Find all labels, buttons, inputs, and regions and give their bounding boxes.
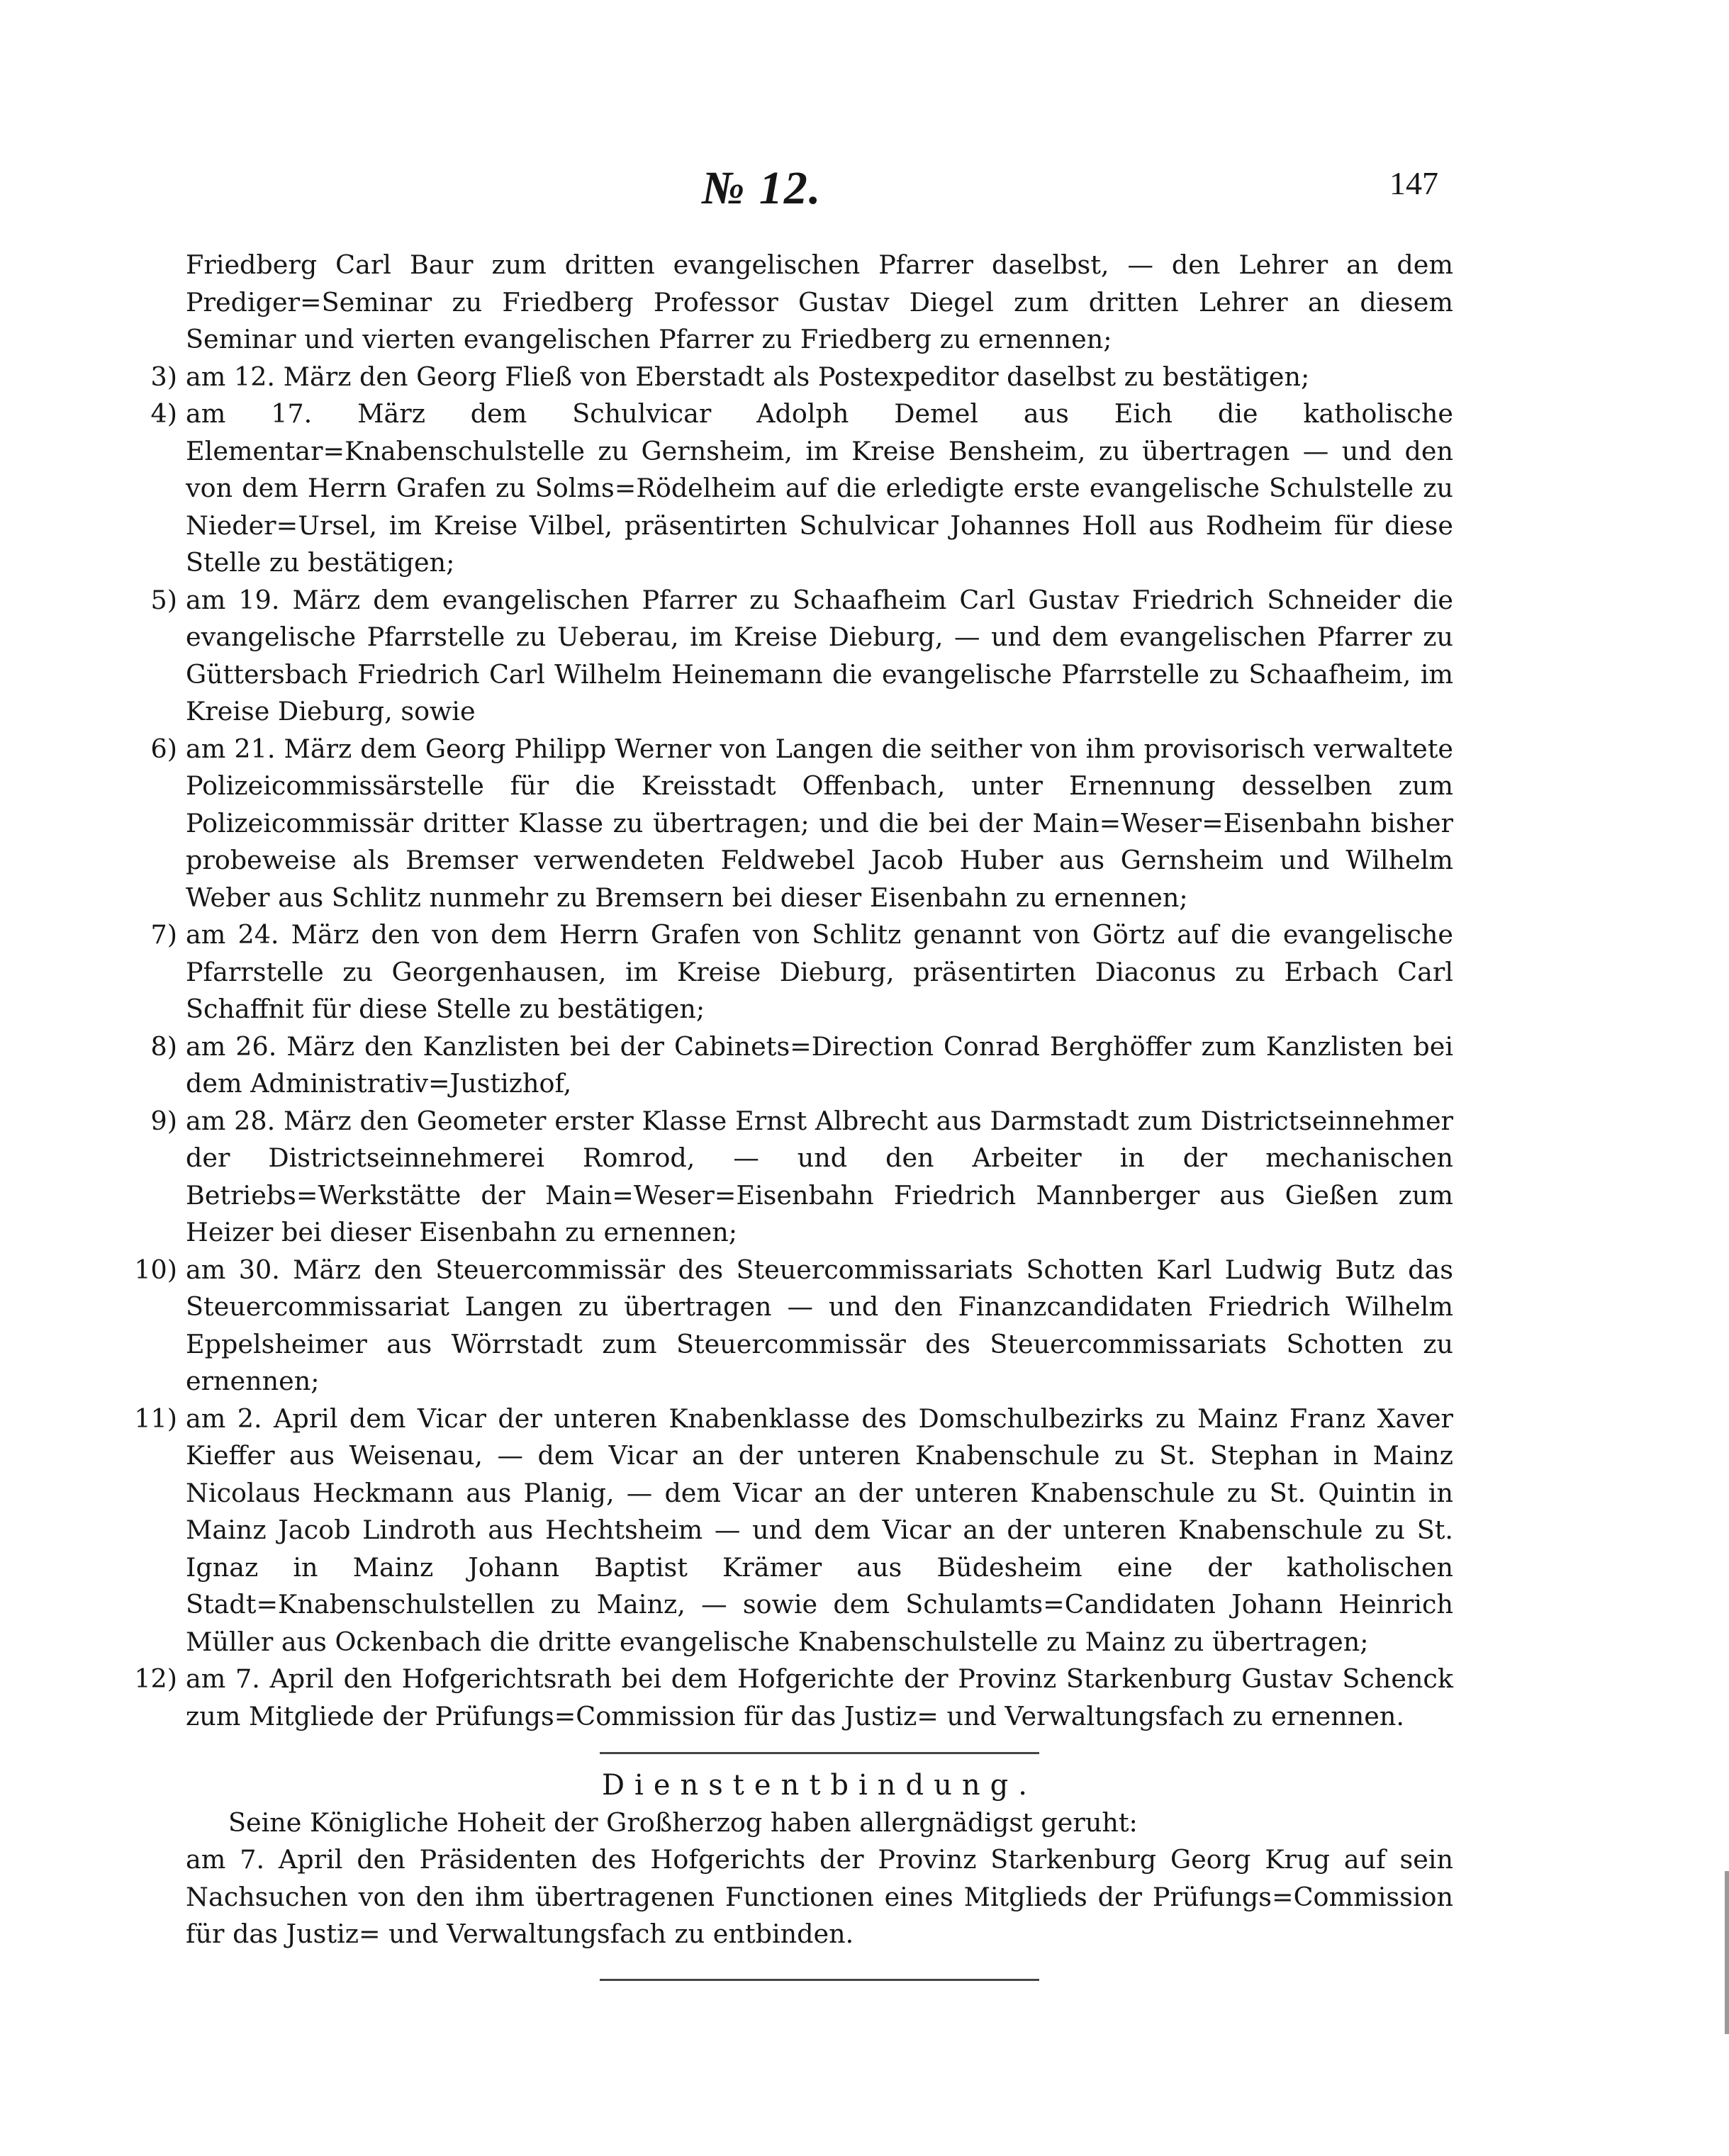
- list-item: [150, 395, 1453, 582]
- list-item-number: 3): [150, 361, 177, 392]
- list-item-text: am 2. April dem Vicar der unteren Knabenklasse des Domschulbezirks zu Mainz Franz Xaver Kieffer aus Weisenau, — dem Vicar an der unteren Knabenschule zu St. Stephan in Mainz Nicolaus Heckmann aus Planig, — dem Vicar an der unteren Knabenschule zu St. Quintin in Mainz Jacob Lindroth aus Hechtsheim — und dem Vicar an der unteren Knabenschule zu St. Ignaz in Mainz Johann Baptist Krämer aus Büdesheim eine der katholischen Stadt=Knabenschulstellen zu Mainz, — sowie dem Schulamts=Candidaten Johann Heinrich Müller aus Ockenbach die dritte evangelische Knabenschulstelle zu Mainz zu übertragen;: [186, 1403, 1453, 1657]
- section-text: am 7. April den Präsidenten des Hofgerichts der Provinz Starkenburg Georg Krug auf sein Nachsuchen von den ihm übertragenen Functionen eines Mitglieds der Prüfungs=Commission für das Justiz= und Verwaltungsfach zu entbinden.: [186, 1844, 1453, 1949]
- list-item: [134, 1400, 1453, 1661]
- list-item-number: 7): [150, 919, 177, 950]
- list-item: [150, 916, 1453, 1028]
- list-item: [150, 1028, 1453, 1103]
- list-item: [150, 1103, 1453, 1252]
- list-item-text: am 28. März den Geometer erster Klasse Ernst Albrecht aus Darmstadt zum Districtseinnehmer der Districtseinnehmerei Romrod, — und den Arbeiter in der mechanischen Betriebs=Werkstätte der Main=Weser=Eisenbahn Friedrich Mannberger aus Gießen zum Heizer bei dieser Eisenbahn zu ernennen;: [186, 1105, 1453, 1247]
- list-item-text: am 19. März dem evangelischen Pfarrer zu Schaafheim Carl Gustav Friedrich Schneider die evangelische Pfarrstelle zu Ueberau, im Kreise Dieburg, — und dem evangelischen Pfarrer zu Güttersbach Friedrich Carl Wilhelm Heinemann die evangelische Pfarrstelle zu Schaafheim, im Kreise Dieburg, sowie: [186, 584, 1453, 726]
- list-item-number: 9): [150, 1105, 177, 1136]
- list-item-text: am 12. März den Georg Fließ von Eberstadt als Postexpeditor daselbst zu bestätigen;: [186, 361, 1310, 392]
- list-item-text: am 30. März den Steuercommissär des Steuercommissariats Schotten Karl Ludwig Butz das Steuercommissariat Langen zu übertragen — und den Finanzcandidaten Friedrich Wilhelm Eppelsheimer aus Wörrstadt zum Steuercommissär des Steuercommissariats Schotten zu ernennen;: [186, 1254, 1453, 1396]
- list-item: [150, 731, 1453, 917]
- list-item-number: 5): [150, 584, 177, 615]
- list-item-number: 10): [134, 1254, 177, 1285]
- list-item-number: 8): [150, 1031, 177, 1062]
- list-item-text: am 24. März den von dem Herrn Grafen von Schlitz genannt von Görtz auf die evangelische Pfarrstelle zu Georgenhausen, im Kreise Dieburg, präsentirten Diaconus zu Erbach Carl Schaffnit für diese Stelle zu bestätigen;: [186, 919, 1453, 1024]
- section-divider: [600, 1752, 1039, 1754]
- section-title: Dienstentbindung.: [601, 1769, 1037, 1802]
- continuation-paragraph: Friedberg Carl Baur zum dritten evangelischen Pfarrer daselbst, — den Lehrer an dem Prediger=Seminar zu Friedberg Professor Gustav Diegel zum dritten Lehrer an diesem Seminar und vierten evangelischen Pfarrer zu Friedberg zu ernennen;: [186, 249, 1453, 354]
- list-item-number: 11): [134, 1403, 177, 1434]
- list-item-number: 4): [150, 398, 177, 429]
- list-item-text: am 21. März dem Georg Philipp Werner von Langen die seither von ihm provisorisch verwaltete Polizeicommissärstelle für die Kreisstadt Offenbach, unter Ernennung desselben zum Polizeicommissär dritter Klasse zu übertragen; und die bei der Main=Weser=Eisenbahn bisher probeweise als Bremser verwendeten Feldwebel Jacob Huber aus Gernsheim und Wilhelm Weber aus Schlitz nunmehr zu Bremsern bei dieser Eisenbahn zu ernennen;: [186, 733, 1453, 913]
- list-item-number: 6): [150, 733, 177, 764]
- list-item-text: am 26. März den Kanzlisten bei der Cabinets=Direction Conrad Berghöffer zum Kanzlisten bei dem Administrativ=Justizhof,: [186, 1031, 1453, 1099]
- closing-divider: [600, 1979, 1039, 1981]
- page-number: 147: [1389, 165, 1438, 201]
- list-item-text: am 7. April den Hofgerichtsrath bei dem Hofgerichte der Provinz Starkenburg Gustav Schenck zum Mitgliede der Prüfungs=Commission für das Justiz= und Verwaltungsfach zu ernennen.: [186, 1663, 1453, 1731]
- list-item-text: am 17. März dem Schulvicar Adolph Demel aus Eich die katholische Elementar=Knabenschulstelle zu Gernsheim, im Kreise Bensheim, zu übertragen — und den von dem Herrn Grafen zu Solms=Rödelheim auf die erledigte erste evangelische Schulstelle zu Nieder=Ursel, im Kreise Vilbel, präsentirten Schulvicar Johannes Holl aus Rodheim für diese Stelle zu bestätigen;: [186, 398, 1453, 578]
- issue-number: № 12.: [702, 162, 822, 214]
- list-item: [134, 1252, 1453, 1400]
- section-intro: Seine Königliche Hoheit der Großherzog haben allergnädigst geruht:: [228, 1807, 1138, 1838]
- list-item-number: 12): [134, 1663, 177, 1694]
- page-edge-shadow: [1725, 1871, 1729, 2034]
- list-item: [150, 582, 1453, 731]
- page-body: [134, 247, 1453, 1981]
- list-item: [134, 1661, 1453, 1735]
- list-item: [150, 359, 1453, 396]
